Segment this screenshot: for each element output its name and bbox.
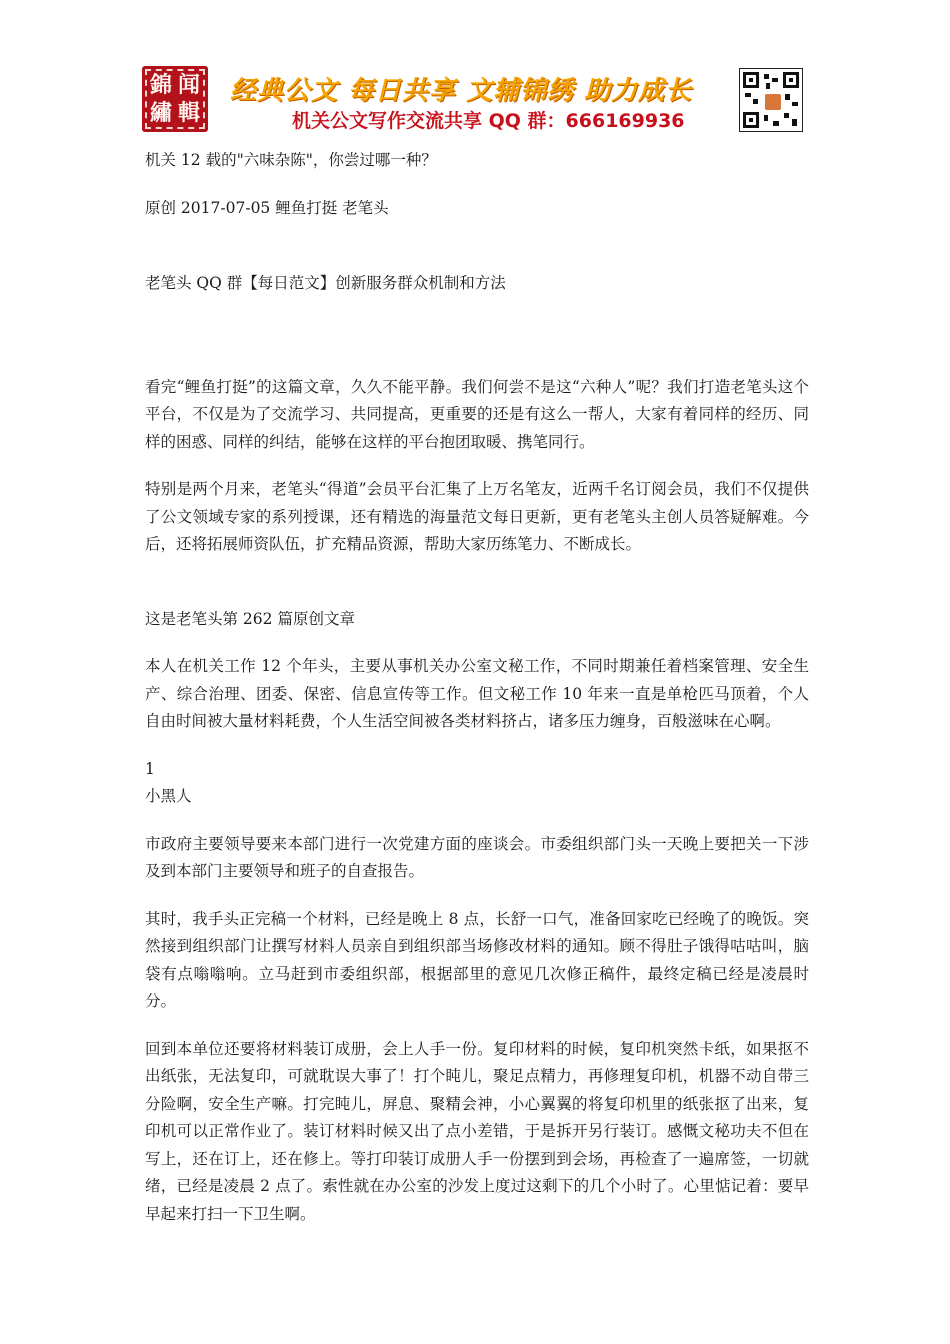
article-body	[145, 142, 809, 1228]
promo-line: 老笔头 QQ 群【每日范文】创新服务群众机制和方法	[145, 274, 506, 292]
qr-avatar-icon	[764, 93, 782, 111]
section-number: 1	[145, 759, 155, 778]
banner-slogan: 经典公文 每日共享 文辅锦绣 助力成长	[230, 76, 693, 106]
body-paragraph-2: 市政府主要领导要来本部门进行一次党建方面的座谈会。市委组织部门头一天晚上要把关一下涉及到本部门主要领导和班子的自查报告。	[145, 834, 809, 880]
intro-paragraph-1: 看完“鲤鱼打挺”的这篇文章，久久不能平静。我们何尝不是这“六种人”呢？我们打造老笔头这个平台，不仅是为了交流学习、共同提高，更重要的还是有这么一帮人，大家有着同样的经历、同样的困惑、同样的纠结，能够在这样的平台抱团取暖、携笔同行。	[145, 377, 809, 451]
body-paragraph-1: 本人在机关工作 12 个年头，主要从事机关办公室文秘工作，不同时期兼任着档案管理、安全生产、综合治理、团委、保密、信息宣传等工作。但文秘工作 10 年来一直是单枪匹马顶着，个人自由时间被大量材料耗费，个人生活空间被各类材料挤占，诸多压力缠身，百般滋味在心啊。	[145, 657, 809, 730]
article-title: 机关 12 载的"六味杂陈"，你尝过哪一种？	[145, 151, 437, 169]
body-paragraph-4: 回到本单位还要将材料装订成册，会上人手一份。复印材料的时候，复印机突然卡纸，如果抠不出纸张，无法复印，可就耽误大事了！打个盹儿，聚足点精力，再修理复印机，机器不动自带三分险啊，安全生产嘛。打完盹儿，屏息、聚精会神，小心翼翼的将复印机里的纸张抠了出来，复印机可以正常作业了。装订材料时候又出了点小差错，于是拆开另行装订。感慨文秘功夫不但在写上，还在订上，还在修上。等打印装订成册人手一份摆到到会场，再检查了一遍席签，一切就绪，已经是凌晨 2 点了。索性就在办公室的沙发上度过这剩下的几个小时了。心里惦记着：要早早起来打扫一下卫生啊。	[145, 1039, 809, 1223]
header-banner	[142, 66, 807, 134]
series-note: 这是老笔头第 262 篇原创文章	[145, 609, 355, 628]
logo-char-4: 輯	[177, 100, 200, 126]
logo-char-1: 錦	[149, 72, 172, 98]
intro-paragraph-2: 特别是两个月来，老笔头“得道”会员平台汇集了上万名笔友，近两千名订阅会员，我们不仅提供了公文领域专家的系列授课，还有精选的海量范文每日更新，更有老笔头主创人员答疑解难。今后，还将拓展师资队伍，扩充精品资源，帮助大家历练笔力、不断成长。	[145, 480, 809, 553]
body-paragraph-3: 其时，我手头正完稿一个材料，已经是晚上 8 点，长舒一口气，准备回家吃已经晚了的晚饭。突然接到组织部门让撰写材料人员亲自到组织部当场修改材料的通知。顾不得肚子饿得咕咕叫，脑袋有点嗡嗡响。立马赶到市委组织部，根据部里的意见几次修正稿件，最终定稿已经是凌晨时分。	[145, 909, 809, 1010]
banner-qq-group: 机关公文写作交流共享 QQ 群：666169936	[292, 110, 685, 132]
logo-char-3: 繡	[149, 100, 172, 126]
qr-code-icon	[739, 68, 803, 132]
logo-char-2: 闻	[177, 72, 200, 98]
logo-seal	[142, 66, 208, 132]
article-meta: 原创 2017-07-05 鲤鱼打挺 老笔头	[145, 198, 389, 217]
section-title: 小黑人	[145, 787, 192, 805]
